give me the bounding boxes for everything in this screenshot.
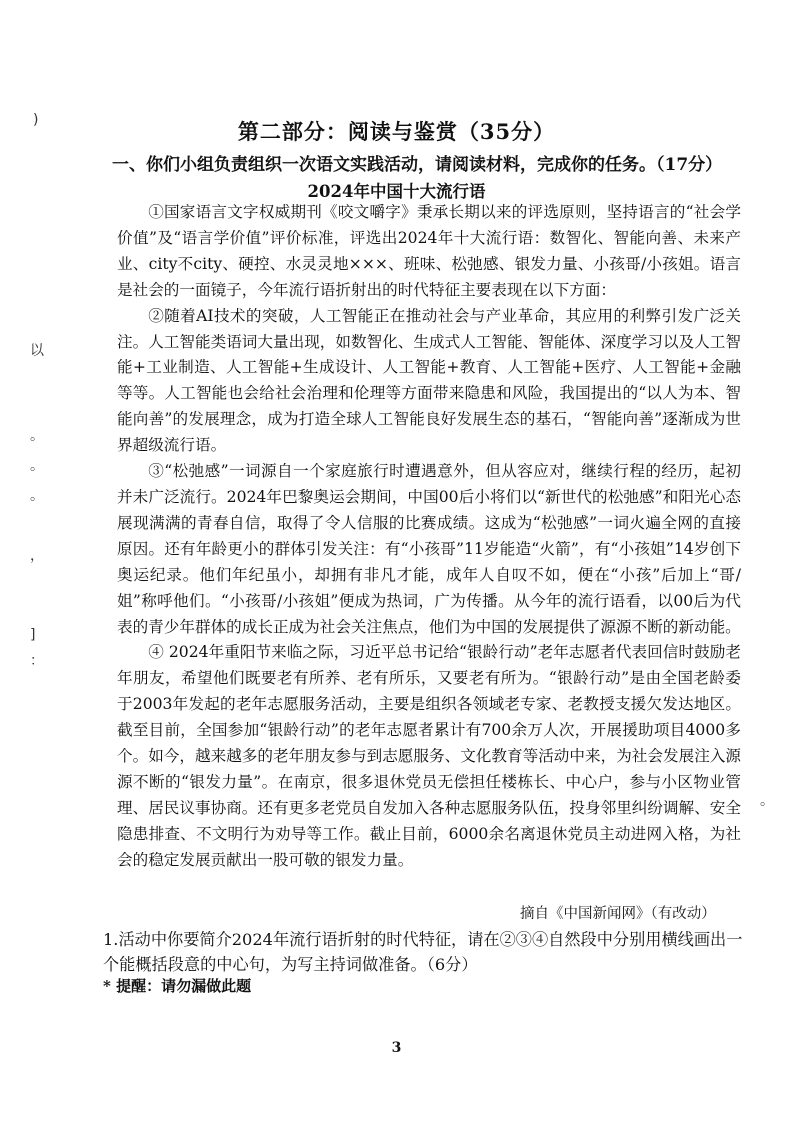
margin-mark: 。	[30, 428, 44, 444]
paragraph-2: ②随着AI技术的突破，人工智能正在推动社会与产业革命，其应用的利弊引发广泛关注。人工智能类语词大量出现，如数智化、生成式人工智能、智能体、深度学习以及人工智能+工业制造、人工智能+生成设计、人工智能+教育、人工智能+医疗、人工智能+金融等等。人工智能也会给社会治理和伦理等方面带来隐患和风险，我国提出的“以人为本、智能向善”的发展理念，成为打造全球人工智能良好发展生态的基石，“智能向善”逐渐成为世界超级流行语。	[117, 306, 741, 455]
paragraph-4: ④ 2024年重阳节来临之际，习近平总书记给“银龄行动”老年志愿者代表回信时鼓励老年朋友，希望他们既要老有所养、老有所乐，又要老有所为。“银龄行动”是由全国老龄委于2003年发起的老年志愿服务活动，主要是组织各领域老专家、老教授支援欠发达地区。截至目前，全国参加“银龄行动”的老年志愿者累计有700余万人次，开展援助项目4000多个。如今，越来越多的老年朋友参与到志愿服务、文化教育等活动中来，为社会发展注入源源不断的“银发力量”。在南京，很多退休党员无偿担任楼栋长、中心户，参与小区物业管理、居民议事协商。还有更多老党员自发加入各种志愿服务队伍，投身邻里纠纷调解、安全隐患排查、不文明行为劝导等工作。截止目前，6000余名离退休党员主动进网入格，为社会的稳定发展贡献出一股可敬的银发力量。	[117, 643, 741, 869]
margin-mark: ，	[30, 548, 44, 564]
margin-mark: ]	[30, 627, 36, 643]
task-heading: 一、你们小组负责组织一次语文实践活动，请阅读材料，完成你的任务。（17分）	[112, 155, 723, 175]
source-note: 摘自《中国新闻网》（有改动）	[520, 906, 716, 922]
paragraph-3: ③“松弛感”一词源自一个家庭旅行时遭遇意外，但从容应对，继续行程的经历，起初并未广泛流行。2024年巴黎奥运会期间，中国00后小将们以“新世代的松弛感”和阳光心态展现满满的青春自信，取得了令人信服的比赛成绩。这成为“松弛感”一词火遍全网的直接原因。还有年龄更小的群体引发关注：有“小孩哥”11岁能造“火箭”，有“小孩姐”14岁创下奥运纪录。他们年纪虽小，却拥有非凡才能，成年人自叹不如，便在“小孩”后加上“哥/姐”称呼他们。“小孩哥/小孩姐”便成为热词，广为传播。从今年的流行语看，以00后为代表的青少年群体的成长正成为社会关注焦点，他们为中国的发展提供了源源不断的新动能。	[117, 462, 741, 636]
page-number: 3	[391, 1040, 402, 1056]
margin-mark: 。	[30, 458, 44, 474]
section-title: 第二部分：阅读与鉴赏（35分）	[237, 119, 556, 144]
reminder-note: * 提醒：请勿漏做此题	[103, 977, 252, 995]
paragraph-1: ①国家语言文字权威期刊《咬文嚼字》秉承长期以来的评选原则，坚持语言的“社会学价值”及“语言学价值”评价标准，评选出2024年十大流行语：数智化、智能向善、未来产业、city不city、硬控、水灵灵地×××、班味、松弛感、银发力量、小孩哥/小孩姐。语言是社会的一面镜子，今年流行语折射出的时代特征主要表现在以下方面：	[117, 203, 741, 299]
margin-mark: 。	[760, 793, 774, 809]
margin-mark: ：	[30, 653, 44, 669]
article-body	[117, 200, 741, 874]
article-title: 2024年中国十大流行语	[307, 182, 486, 201]
question-1: 1.活动中你要简介2024年流行语折射的时代特征，请在②③④自然段中分别用横线画出一个能概括段意的中心句，为写主持词做准备。（6分）	[103, 930, 743, 974]
margin-mark: 。	[30, 488, 44, 504]
margin-mark: 以	[30, 343, 44, 359]
margin-mark: )	[33, 112, 39, 128]
